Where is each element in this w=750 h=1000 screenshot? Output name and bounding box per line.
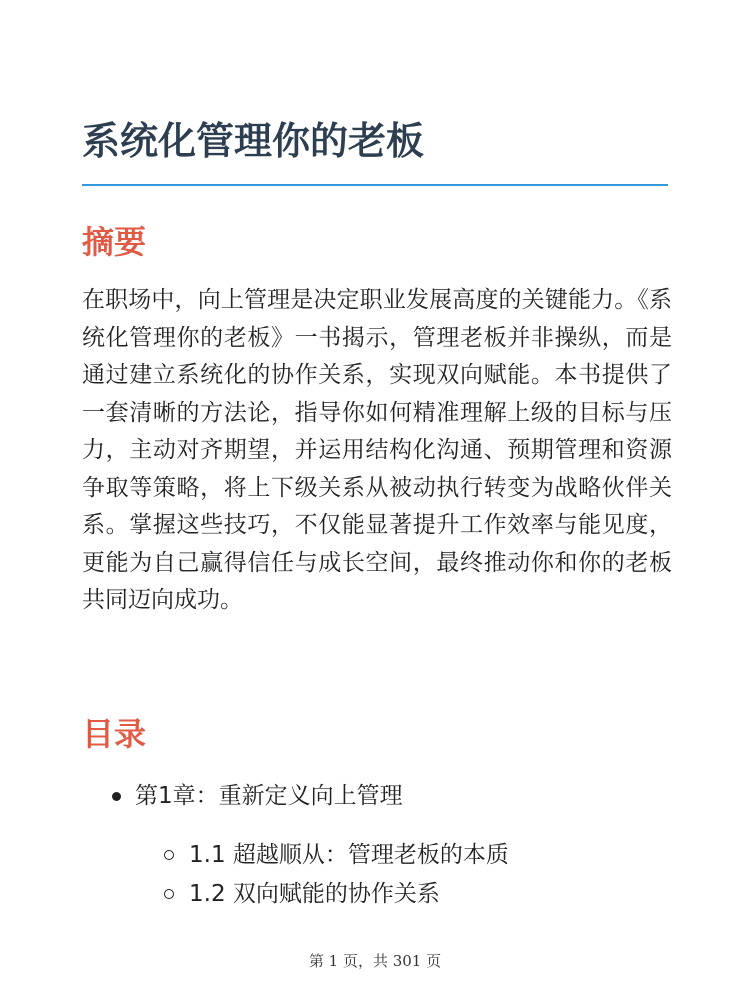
page-number-footer: 第 1 页，共 301 页 <box>308 952 442 970</box>
toc-section-item[interactable] <box>82 875 672 914</box>
toc-chapter-label[interactable]: 第1章：重新定义向上管理 <box>135 783 403 809</box>
hollow-bullet-icon <box>164 889 174 899</box>
hollow-bullet-icon <box>164 850 174 860</box>
toc-section-label[interactable]: 1.1 超越顺从：管理老板的本质 <box>189 842 509 868</box>
summary-heading: 摘要 <box>82 223 147 261</box>
summary-paragraph: 在职场中，向上管理是决定职业发展高度的关键能力。《系统化管理你的老板》一书揭示，管理老板并非操纵，而是通过建立系统化的协作关系，实现双向赋能。本书提供了一套清晰的方法论，指导你如何精准理解上级的目标与压力，主动对齐期望，并运用结构化沟通、预期管理和资源争取等策略，将上下级关系从被动执行转变为战略伙伴关系。掌握这些技巧，不仅能显著提升工作效率与能见度，更能为自己赢得信任与成长空间，最终推动你和你的老板共同迈向成功。 <box>82 287 672 613</box>
toc-section-item[interactable] <box>82 836 672 875</box>
bullet-icon <box>112 792 121 801</box>
toc-section-label[interactable]: 1.2 双向赋能的协作关系 <box>189 881 440 907</box>
table-of-contents <box>82 778 672 907</box>
title-divider <box>82 184 668 186</box>
toc-chapter-item[interactable] <box>82 778 672 907</box>
document-title: 系统化管理你的老板 <box>82 119 425 163</box>
toc-section-list <box>82 836 672 914</box>
toc-heading: 目录 <box>82 715 147 753</box>
